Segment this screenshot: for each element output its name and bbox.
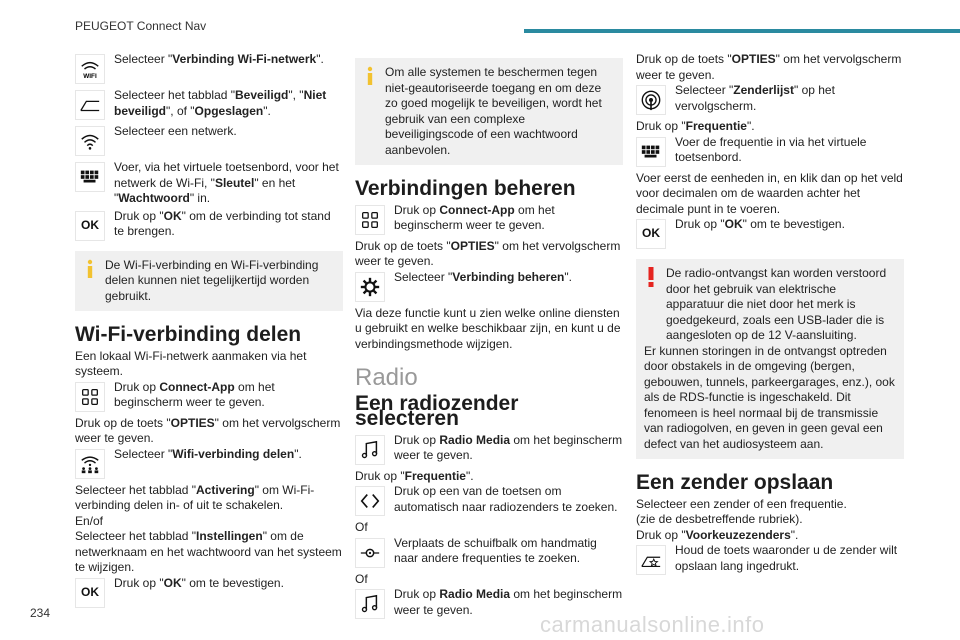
warning-icon	[644, 267, 658, 287]
step-enter-key: Voer, via het virtuele toetsenbord, voor het netwerk de Wi-Fi, "Sleutel" en het "Wachtwoord" in.	[75, 160, 343, 207]
music-note-icon	[355, 435, 385, 465]
step-connect-app: Druk op Connect-App om het beginscherm weer te geven.	[355, 203, 623, 237]
footer-watermark: carmanualsonline.info	[540, 612, 765, 637]
heading-wifi-share: Wi-Fi-verbinding delen	[75, 323, 302, 346]
step-connect-app: Druk op Connect-App om het beginscherm weer te geven.	[75, 380, 343, 414]
svg-text:WIFI: WIFI	[83, 73, 97, 80]
apps-grid-icon	[75, 382, 105, 412]
apps-grid-icon	[355, 205, 385, 235]
gear-icon	[355, 272, 385, 302]
column-3: Druk op de toets "OPTIES" om het vervolgscherm weer te geven. Selecteer "Zenderlijst" op het vervolgscherm. Druk op "Frequentie". Voer de frequentie in via het virtuele toetsenbord. Voer eerst de eenheden in, en klik dan op het veld voor decimalen om de waarden achter het decimale punt in te voeren. OK Druk op "OK" om te bevestigen. De radio-ontvangst kan worden verstoord door het gebruik van elektrische apparatuur die niet door het merk is goedgekeurd, zoals een USB-lader die is aangesloten op de 12 V-aansluiting. Er kunnen storingen in de ontvangst optreden door obstakels in de omgeving (bergen, gebouwen, tunnels, parkeergarages, enz.), ook als de RDS-functie is ingeschakeld. Dit fenomeen is heel normaal bij de transmissie van radiogolven, en geven in geen geval een defect van het audiosysteem aan. Een zender opslaan Selecteer een zender of een frequentie. (zie de desbetreffende rubriek). Druk op "Voorkeuzezenders". Houd de toets waaronder u de zender wilt opslaan lang ingedrukt.	[636, 52, 904, 579]
wifi-share-icon	[75, 449, 105, 479]
step-radio-media-2: Druk op Radio Media om het beginscherm weer te geven.	[355, 587, 623, 621]
ok-button-icon: OK	[636, 219, 666, 249]
ok-button-icon: OK	[75, 211, 105, 241]
wifi-signal-icon	[75, 126, 105, 156]
step-preset: Houd de toets waaronder u de zender wilt opslaan lang ingedrukt.	[636, 543, 904, 577]
page-number: 234	[30, 606, 51, 620]
wifi-icon	[75, 54, 105, 84]
keyboard-icon	[75, 162, 105, 192]
step-slider: Verplaats de schuifbalk om handmatig naar andere frequenties te zoeken.	[355, 536, 623, 570]
keyboard-icon	[636, 137, 666, 167]
step-manage-connection: Selecteer "Verbinding beheren".	[355, 270, 623, 304]
heading-save-station: Een zender opslaan	[636, 471, 834, 494]
column-2: Om alle systemen te beschermen tegen niet-geautoriseerde toegang en om deze zo goed mogelijk te beveiligen, wordt het gebruik van een complexe beveiligingscode of een wachtwoord aanbevolen. Verbindingen beheren Druk op Connect-App om het beginscherm weer te geven. Druk op de toets "OPTIES" om het vervolgscherm weer te geven. Selecteer "Verbinding beheren". Via deze functie kunt u zien welke online diensten u gebruikt en welke beschikbaar zijn, en kunt u de verbindingsmethode wijzigen. Radio Een radiozender selecteren Druk op Radio Media om het beginscherm weer te geven. Druk op "Frequentie". Druk op een van de toetsen om automatisch naar radiozenders te zoeken. Of Verplaats de schuifbalk om handmatig naar andere frequenties te zoeken. Of Druk op Radio Media om het beginscherm weer te geven.	[355, 52, 623, 623]
step-wifi-network: WIFI Selecteer "Verbinding Wi-Fi-netwerk".	[75, 52, 343, 86]
header-accent-bar	[524, 29, 960, 33]
step-seek: Druk op een van de toetsen om automatisch naar radiozenders te zoeken.	[355, 484, 623, 518]
music-note-icon	[355, 589, 385, 619]
column-1: WIFI Selecteer "Verbinding Wi-Fi-netwerk". Selecteer het tabblad "Beveiligd", "Niet beveiligd", of "Opgeslagen". Selecteer een netwerk. Voer, via het virtuele toetsenbord, voor het netwerk de Wi-Fi, "Sleutel" en het "Wachtwoord" in. OK Druk op "OK" om de verbinding tot stand te brengen. De Wi-Fi-verbinding en Wi-Fi-verbinding delen kunnen niet tegelijkertijd worden gebruikt. Wi-Fi-verbinding delen Een lokaal Wi-Fi-netwerk aanmaken via het systeem. Druk op Connect-App om het beginscherm weer te geven. Druk op de toets "OPTIES" om het vervolgscherm weer te geven. Selecteer "Wifi-verbinding delen". Selecteer het tabblad "Activering" om Wi-Fi-verbinding delen in- of uit te schakelen. En/of Selecteer het tabblad "Instellingen" om de netwerknaam en het wachtwoord van het systeem te wijzigen. OK Druk op "OK" om te bevestigen.	[75, 52, 343, 612]
ok-button-icon: OK	[75, 578, 105, 608]
heading-manage-connections: Verbindingen beheren	[355, 177, 576, 200]
info-note: De Wi-Fi-verbinding en Wi-Fi-verbinding delen kunnen niet tegelijkertijd worden gebruikt.	[75, 251, 343, 312]
step-select-network: Selecteer een netwerk.	[75, 124, 343, 158]
radio-signal-icon	[636, 85, 666, 115]
info-note: Om alle systemen te beschermen tegen niet-geautoriseerde toegang en om deze zo goed mogelijk te beveiligen, wordt het gebruik van een complexe beveiligingscode of een wachtwoord aanbevolen.	[355, 58, 623, 165]
heading-select-station: Een radiozender selecteren	[355, 391, 519, 430]
running-header: PEUGEOT Connect Nav	[75, 19, 207, 33]
slider-icon	[355, 538, 385, 568]
heading-radio: Radio	[355, 364, 418, 391]
step-radio-media: Druk op Radio Media om het beginscherm weer te geven.	[355, 433, 623, 467]
info-icon	[83, 259, 97, 279]
step-ok-confirm: OK Druk op "OK" om te bevestigen.	[75, 576, 343, 610]
step-select-tab: Selecteer het tabblad "Beveiligd", "Niet beveiligd", of "Opgeslagen".	[75, 88, 343, 122]
warning-note: De radio-ontvangst kan worden verstoord door het gebruik van elektrische apparatuur die niet door het merk is goedgekeurd, zoals een USB-lader die is aangesloten op de 12 V-aansluiting. Er kunnen storingen in de ontvangst optreden door obstakels in de omgeving (bergen, gebouwen, tunnels, parkeergarages, enz.), ook als de RDS-functie is ingeschakeld. Dit fenomeen is heel normaal bij de transmissie van radiogolven, en geven in geen geval een defect van het audiosysteem aan.	[636, 259, 904, 459]
step-ok-connect: OK Druk op "OK" om de verbinding tot stand te brengen.	[75, 209, 343, 243]
chevron-left-right-icon	[355, 486, 385, 516]
step-enter-frequency: Voer de frequentie in via het virtuele toetsenbord.	[636, 135, 904, 169]
step-ok-confirm: OK Druk op "OK" om te bevestigen.	[636, 217, 904, 251]
info-icon	[363, 66, 377, 86]
step-wifi-share: Selecteer "Wifi-verbinding delen".	[75, 447, 343, 481]
step-station-list: Selecteer "Zenderlijst" op het vervolgscherm.	[636, 83, 904, 117]
tab-icon	[75, 90, 105, 120]
star-tab-icon	[636, 545, 666, 575]
